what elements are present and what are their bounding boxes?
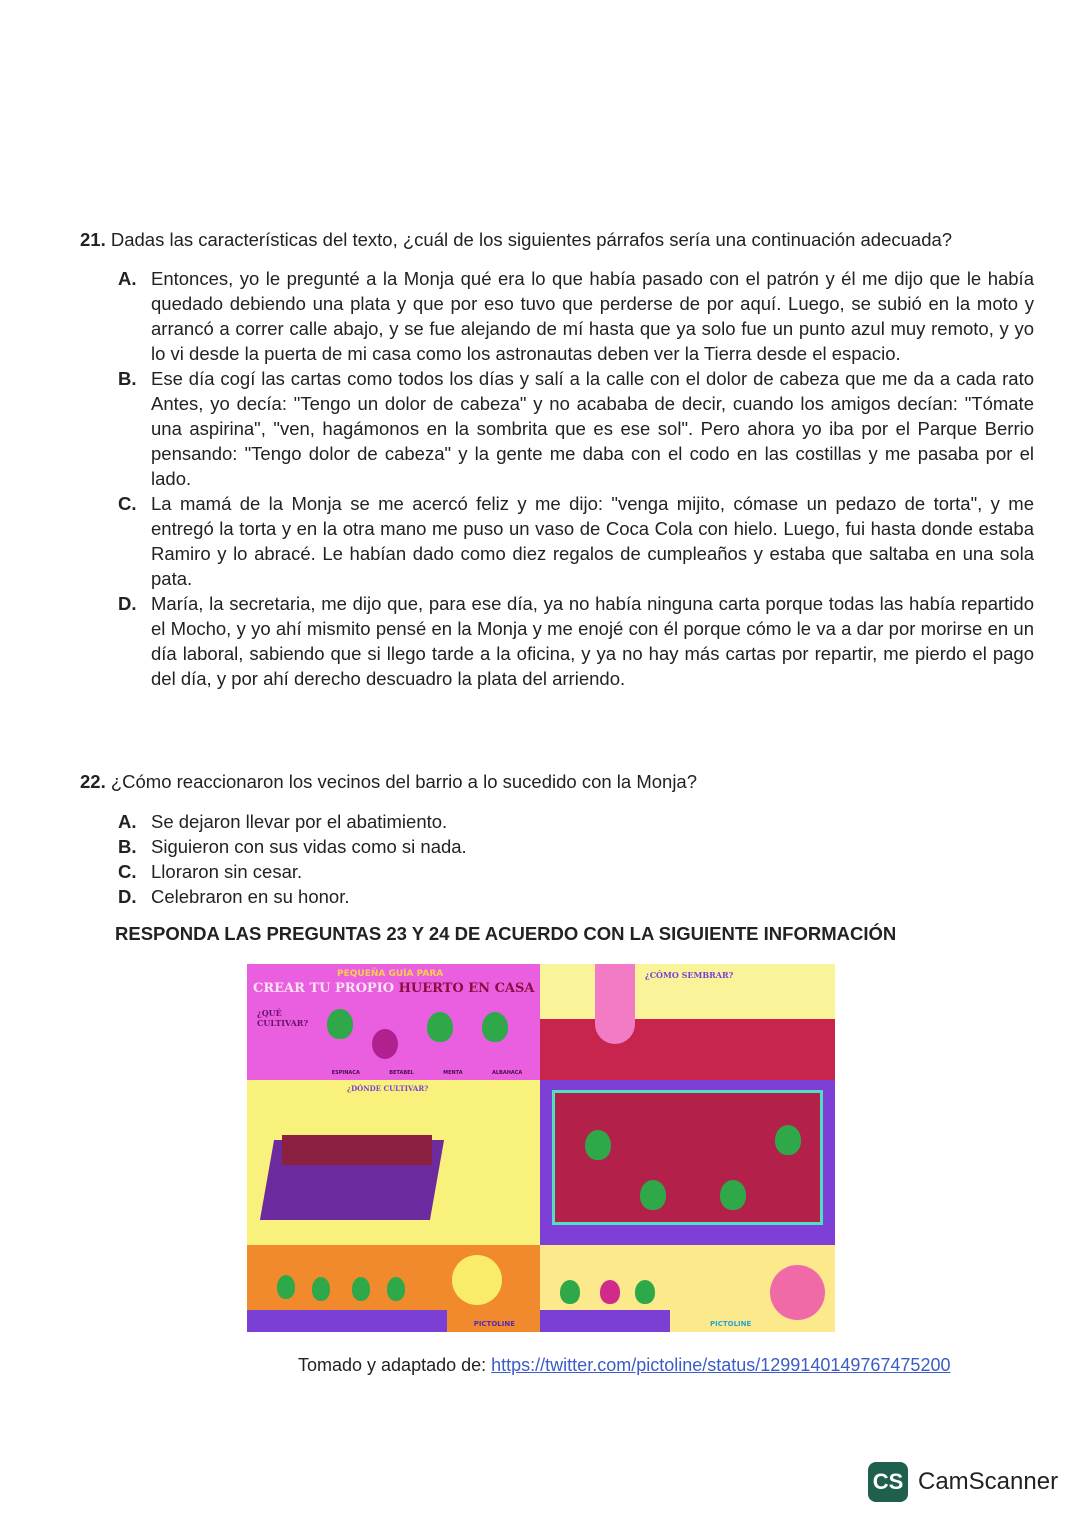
option-letter: D. xyxy=(118,593,137,614)
how-to-sow-heading: ¿CÓMO SEMBRAR? xyxy=(645,970,734,980)
plant-label: BETABEL xyxy=(389,1070,414,1076)
question-text: ¿Cómo reaccionaron los vecinos del barrio a lo sucedido con la Monja? xyxy=(110,771,698,792)
option-d xyxy=(118,884,1034,909)
option-text: Siguieron con sus vidas como si nada. xyxy=(151,836,467,857)
option-text: Ese día cogí las cartas como todos los días y salí a la calle con el dolor de cabeza que me da a cada rato Antes, yo decía: "Tengo un dolor de cabeza" y no acababa de decir, cuando los amigos decían: "Tómate una aspirina", "ven, hagámonos en la sombrita que es ese sol". Pero ahora yo iba por el Parque Berrio pensando: "Tengo dolor de cabeza" y la gente me daba con el codo en las costillas y me pasaba por el lado. xyxy=(151,368,1034,489)
plant-label: ALBAHACA xyxy=(491,1070,523,1076)
q21-options xyxy=(118,266,1034,691)
plant-label: MENTA xyxy=(443,1070,463,1076)
panel-how-to-sow xyxy=(540,964,835,1080)
option-c xyxy=(118,491,1034,591)
panel-what-to-grow xyxy=(247,964,540,1080)
panel-spacing xyxy=(540,1080,835,1245)
source-citation xyxy=(298,1355,950,1376)
option-text: Entonces, yo le pregunté a la Monja qué era lo que había pasado con el patrón y él me dijo que le había quedado debiendo una plata y que por eso tuvo que perderse de por aquí. Luego, se subió en la moto y arrancó a correr calle abajo, y se fue alejando de mí hasta que ya solo fue un punto azul muy remoto, y yo lo vi desde la puerta de mi casa como los astronautas deben ver la Tierra desde el espacio. xyxy=(151,268,1034,364)
source-label: Tomado y adaptado de: xyxy=(298,1355,487,1375)
option-letter: D. xyxy=(118,886,137,907)
section-instruction: RESPONDA LAS PREGUNTAS 23 Y 24 DE ACUERDO CON LA SIGUIENTE INFORMACIÓN xyxy=(115,923,897,944)
infographic-title: CREAR TU PROPIO xyxy=(253,981,395,996)
option-d xyxy=(118,591,1034,691)
source-link[interactable]: https://twitter.com/pictoline/status/1299140149767475200 xyxy=(491,1355,951,1375)
question-number: 22. xyxy=(80,771,106,792)
plant-label: ESPINACA xyxy=(331,1070,360,1076)
option-b xyxy=(118,366,1034,491)
q22-options xyxy=(118,809,1034,909)
what-to-grow-heading: ¿QUÉ CULTIVAR? xyxy=(257,1008,309,1028)
option-text: Celebraron en su honor. xyxy=(151,886,350,907)
option-b xyxy=(118,834,1034,859)
camscanner-watermark xyxy=(868,1462,1058,1502)
camscanner-name: CamScanner xyxy=(918,1468,1059,1495)
option-letter: C. xyxy=(118,493,137,514)
option-a xyxy=(118,266,1034,366)
panel-sunlight xyxy=(247,1245,540,1332)
option-text: La mamá de la Monja se me acercó feliz y me dijo: "venga mijito, cómase un pedazo de torta", y me entregó la torta y en la otra mano me puso un vaso de Coca Cola con hielo. Luego, fui hasta donde estaba Ramiro y lo abracé. Le habían dado como diez regalos de cumpleaños y estaba que saltaba en una sola pata. xyxy=(151,493,1034,589)
camscanner-logo-icon: CS xyxy=(868,1462,908,1502)
option-letter: B. xyxy=(118,836,137,857)
where-to-grow-heading: ¿DÓNDE CULTIVAR? xyxy=(347,1084,429,1093)
question-number: 21. xyxy=(80,229,106,250)
option-text: Lloraron sin cesar. xyxy=(151,861,303,882)
question-22 xyxy=(80,771,697,793)
question-text: Dadas las características del texto, ¿cuál de los siguientes párrafos sería una continuación adecuada? xyxy=(110,229,953,250)
pictoline-logo: PICTOLINE xyxy=(710,1320,752,1328)
pictoline-logo: PICTOLINE xyxy=(473,1320,515,1328)
panel-where-to-grow xyxy=(247,1080,540,1245)
infographic-title-highlight: HUERTO EN CASA xyxy=(398,981,535,996)
option-letter: B. xyxy=(118,368,137,389)
panel-watering xyxy=(540,1245,835,1332)
question-21 xyxy=(80,229,952,251)
option-letter: C. xyxy=(118,861,137,882)
option-letter: A. xyxy=(118,811,137,832)
infographic-subtitle: PEQUEÑA GUÍA PARA xyxy=(337,969,444,979)
option-letter: A. xyxy=(118,268,137,289)
option-text: Se dejaron llevar por el abatimiento. xyxy=(151,811,448,832)
garden-infographic xyxy=(247,964,835,1332)
option-c xyxy=(118,859,1034,884)
option-a xyxy=(118,809,1034,834)
option-text: María, la secretaria, me dijo que, para ese día, ya no había ninguna carta porque todas las había repartido el Mocho, y yo ahí mismito pensé en la Monja y me enojé con él porque cómo le va a dar por morirse en un día laboral, sabiendo que si llego tarde a la oficina, y ya no hay más cartas por repartir, me pierdo el pago del día, y por ahí derecho descuadro la plata del arriendo. xyxy=(151,593,1034,689)
